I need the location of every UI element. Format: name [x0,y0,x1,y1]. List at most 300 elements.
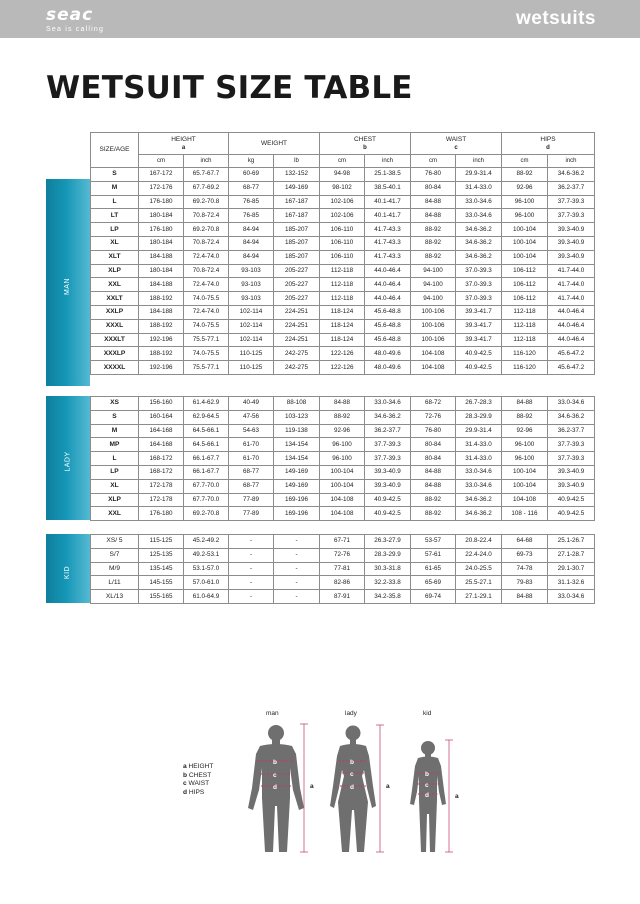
value-cell: 100-104 [502,465,548,479]
value-cell: 34.6-36.2 [548,168,595,182]
value-cell: 84-88 [411,195,456,209]
value-cell: 29.9-31.4 [456,168,502,182]
value-cell: 40.9-42.5 [456,361,502,375]
value-cell: 134-154 [274,438,320,452]
value-cell: 28.3-29.9 [365,548,411,562]
value-cell: 84-88 [411,479,456,493]
table-row [91,361,595,375]
size-cell: XL/13 [91,590,139,604]
table-row [91,305,595,319]
value-cell: 53.1-57.0 [184,562,229,576]
value-cell: 118-124 [320,319,365,333]
unit-header: inch [548,155,595,168]
value-cell: 48.0-49.6 [365,347,411,361]
table-row [91,397,595,411]
value-cell: 41.7-44.0 [548,278,595,292]
legend-item-waist: c WAIST [183,780,210,787]
value-cell: 37.0-39.3 [456,292,502,306]
value-cell: 88-92 [411,493,456,507]
value-cell: 36.2-37.7 [365,424,411,438]
value-cell: 112-118 [320,292,365,306]
value-cell: 112-118 [502,319,548,333]
value-cell: - [274,548,320,562]
value-cell: 100-106 [411,319,456,333]
value-cell: 84-94 [229,236,274,250]
value-cell: 33.0-34.6 [548,397,595,411]
value-cell: 110-125 [229,347,274,361]
value-cell: 100-104 [502,479,548,493]
value-cell: 80-84 [411,452,456,466]
value-cell: 61.4-62.9 [184,397,229,411]
value-cell: 180-184 [139,264,184,278]
value-cell: 224-251 [274,305,320,319]
kid-point-c: c [425,782,429,789]
size-cell: XXLP [91,305,139,319]
table-row [91,278,595,292]
value-cell: 60-69 [229,168,274,182]
value-cell: 185-207 [274,223,320,237]
unit-header: cm [411,155,456,168]
value-cell: 67.7-70.0 [184,479,229,493]
value-cell: 205-227 [274,278,320,292]
value-cell: 36.2-37.7 [548,424,595,438]
value-cell: 37.7-39.3 [365,452,411,466]
value-cell: 188-192 [139,319,184,333]
value-cell: 39.3-41.7 [456,305,502,319]
value-cell: 37.7-39.3 [548,209,595,223]
value-cell: 242-275 [274,361,320,375]
value-cell: 34.6-36.2 [548,410,595,424]
value-cell: 45.2-49.2 [184,535,229,549]
man-point-d: d [273,784,277,791]
value-cell: 39.3-41.7 [456,319,502,333]
value-cell: 31.4-33.0 [456,452,502,466]
size-table-man [90,132,595,375]
value-cell: 31.4-33.0 [456,181,502,195]
value-cell: 48.0-49.6 [365,361,411,375]
value-cell: 169-196 [274,493,320,507]
table-row [91,223,595,237]
value-cell: 188-192 [139,347,184,361]
value-cell: 106-110 [320,223,365,237]
value-cell: 69.2-70.8 [184,223,229,237]
value-cell: 96-100 [502,452,548,466]
size-cell: XLT [91,250,139,264]
value-cell: 33.0-34.6 [365,397,411,411]
value-cell: 37.7-39.3 [548,438,595,452]
value-cell: 53-57 [411,535,456,549]
header-bar [0,0,640,38]
value-cell: 122-126 [320,347,365,361]
legend-item-height: a HEIGHT [183,763,214,770]
value-cell: 108 - 116 [502,507,548,521]
value-cell: 33.0-34.6 [456,465,502,479]
table-row [91,535,595,549]
size-cell: L/11 [91,576,139,590]
value-cell: 224-251 [274,333,320,347]
value-cell: 72-76 [320,548,365,562]
size-cell: LP [91,223,139,237]
value-cell: 104-108 [320,507,365,521]
kid-point-d: d [425,792,429,799]
value-cell: 34.6-36.2 [456,493,502,507]
value-cell: 25.5-27.1 [456,576,502,590]
lady-point-d: d [350,784,354,791]
value-cell: 29.1-30.7 [548,562,595,576]
value-cell: 64.5-66.1 [184,438,229,452]
value-cell: 67.7-70.0 [184,493,229,507]
unit-header: cm [502,155,548,168]
value-cell: 39.3-40.9 [548,479,595,493]
figure-label-kid: kid [423,710,432,717]
kid-point-b: b [425,771,429,778]
value-cell: 40.9-42.5 [365,507,411,521]
value-cell: 168-172 [139,452,184,466]
size-cell: XL [91,236,139,250]
value-cell: 68-77 [229,479,274,493]
value-cell: 66.1-67.7 [184,452,229,466]
value-cell: 61-70 [229,452,274,466]
value-cell: 76-85 [229,209,274,223]
value-cell: 88-92 [411,223,456,237]
value-cell: 116-120 [502,361,548,375]
value-cell: 33.0-34.6 [548,590,595,604]
value-cell: 134-154 [274,452,320,466]
value-cell: 31.1-32.6 [548,576,595,590]
size-cell: XLP [91,264,139,278]
value-cell: 33.0-34.6 [456,209,502,223]
value-cell: 106-112 [502,278,548,292]
size-table-kid [90,534,595,604]
value-cell: 70.8-72.4 [184,236,229,250]
value-cell: 112-118 [320,264,365,278]
value-cell: 104-108 [411,347,456,361]
value-cell: 74-78 [502,562,548,576]
table-row [91,562,595,576]
section-label-lady: LADY [64,451,72,472]
value-cell: 180-184 [139,209,184,223]
table-row [91,493,595,507]
size-table-lady [90,396,595,521]
value-cell: 72-76 [411,410,456,424]
value-cell: 184-188 [139,278,184,292]
value-cell: 88-92 [411,250,456,264]
value-cell: 61.0-64.9 [184,590,229,604]
value-cell: 72.4-74.0 [184,250,229,264]
lady-point-c: c [350,771,354,778]
size-cell: M [91,181,139,195]
body-measurement-figures [196,706,466,856]
value-cell: 40.1-41.7 [365,195,411,209]
value-cell: 40-49 [229,397,274,411]
table-row [91,590,595,604]
value-cell: 34.6-36.2 [456,250,502,264]
value-cell: 192-196 [139,361,184,375]
value-cell: 168-172 [139,465,184,479]
table-row [91,264,595,278]
value-cell: 40.9-42.5 [548,493,595,507]
table-row [91,319,595,333]
size-cell: L [91,452,139,466]
value-cell: 156-160 [139,397,184,411]
size-cell: S/7 [91,548,139,562]
value-cell: 28.3-29.9 [456,410,502,424]
value-cell: 72.4-74.0 [184,305,229,319]
value-cell: 39.3-40.9 [365,465,411,479]
value-cell: 106-110 [320,236,365,250]
value-cell: 64.5-66.1 [184,424,229,438]
value-cell: 45.6-48.8 [365,305,411,319]
value-cell: - [229,548,274,562]
value-cell: 115-125 [139,535,184,549]
value-cell: - [229,590,274,604]
table-row [91,465,595,479]
hips-header: HIPS d [502,133,595,155]
size-cell: XXL [91,278,139,292]
value-cell: 172-176 [139,181,184,195]
value-cell: 76-85 [229,195,274,209]
value-cell: 41.7-43.3 [365,250,411,264]
height-header: HEIGHT a [139,133,229,155]
value-cell: 77-89 [229,493,274,507]
value-cell: 100-104 [502,236,548,250]
value-cell: 26.7-28.3 [456,397,502,411]
value-cell: 88-92 [502,168,548,182]
value-cell: 100-104 [320,465,365,479]
value-cell: 36.2-37.7 [548,181,595,195]
value-cell: 192-196 [139,333,184,347]
value-cell: 88-92 [320,410,365,424]
value-cell: 37.0-39.3 [456,278,502,292]
value-cell: 24.0-25.5 [456,562,502,576]
value-cell: 96-100 [502,438,548,452]
size-cell: MP [91,438,139,452]
value-cell: 54-63 [229,424,274,438]
table-row [91,347,595,361]
value-cell: 34.6-36.2 [365,410,411,424]
value-cell: 40.1-41.7 [365,209,411,223]
value-cell: 74.0-75.5 [184,319,229,333]
value-cell: 164-168 [139,438,184,452]
size-column-header: SIZE/AGE [91,133,139,168]
value-cell: 44.0-46.4 [548,333,595,347]
value-cell: 96-100 [320,452,365,466]
legend-item-chest: b CHEST [183,771,212,779]
value-cell: 93-103 [229,264,274,278]
unit-header: cm [139,155,184,168]
kid-point-a: a [455,793,459,800]
category-label: wetsuits [515,8,596,29]
value-cell: 27.1-28.7 [548,548,595,562]
table-row [91,209,595,223]
size-cell: S [91,168,139,182]
value-cell: 84-88 [320,397,365,411]
value-cell: 41.7-43.3 [365,223,411,237]
value-cell: 102-106 [320,209,365,223]
value-cell: 68-72 [411,397,456,411]
size-cell: L [91,195,139,209]
value-cell: 39.3-40.9 [365,479,411,493]
value-cell: - [229,576,274,590]
section-band-kid [46,534,90,603]
lady-point-a: a [386,783,390,790]
man-point-b: b [273,759,277,766]
value-cell: 88-92 [411,507,456,521]
value-cell: 61-65 [411,562,456,576]
value-cell: 116-120 [502,347,548,361]
brand-tagline: Sea is calling [46,26,105,33]
value-cell: 65.7-67.7 [184,168,229,182]
value-cell: 88-92 [411,236,456,250]
value-cell: 44.0-46.4 [365,264,411,278]
value-cell: 37.7-39.3 [365,438,411,452]
value-cell: 84-88 [411,209,456,223]
unit-header: kg [229,155,274,168]
value-cell: 39.3-40.9 [548,465,595,479]
value-cell: 67-71 [320,535,365,549]
section-band-man [46,179,90,386]
value-cell: 57.0-61.0 [184,576,229,590]
value-cell: 39.3-41.7 [456,333,502,347]
value-cell: 34.6-36.2 [456,236,502,250]
value-cell: 49.2-53.1 [184,548,229,562]
value-cell: 84-94 [229,223,274,237]
value-cell: 41.7-44.0 [548,264,595,278]
value-cell: 149-169 [274,465,320,479]
value-cell: 69-74 [411,590,456,604]
section-band-lady [46,396,90,520]
size-cell: S [91,410,139,424]
value-cell: 92-96 [502,424,548,438]
value-cell: 100-106 [411,333,456,347]
size-cell: XXXLT [91,333,139,347]
size-cell: XL [91,479,139,493]
value-cell: 104-108 [411,361,456,375]
value-cell: 176-180 [139,507,184,521]
brand-name: seac [46,5,94,25]
section-label-man: MAN [64,277,72,295]
unit-header: inch [184,155,229,168]
value-cell: 68-77 [229,181,274,195]
value-cell: 93-103 [229,278,274,292]
value-cell: 96-100 [502,195,548,209]
measurement-legend [183,763,213,797]
value-cell: 93-103 [229,292,274,306]
value-cell: 88-108 [274,397,320,411]
value-cell: 70.8-72.4 [184,264,229,278]
unit-header: inch [365,155,411,168]
value-cell: 61-70 [229,438,274,452]
value-cell: 31.4-33.0 [456,438,502,452]
value-cell: 84-88 [411,465,456,479]
value-cell: 39.3-40.9 [548,236,595,250]
table-row [91,507,595,521]
value-cell: 169-196 [274,507,320,521]
table-row [91,438,595,452]
table-row [91,452,595,466]
value-cell: 155-165 [139,590,184,604]
value-cell: 27.1-29.1 [456,590,502,604]
value-cell: 41.7-44.0 [548,292,595,306]
value-cell: 29.9-31.4 [456,424,502,438]
value-cell: 184-188 [139,305,184,319]
value-cell: 106-112 [502,264,548,278]
value-cell: 69.2-70.8 [184,507,229,521]
value-cell: 185-207 [274,236,320,250]
value-cell: 172-178 [139,493,184,507]
value-cell: 82-86 [320,576,365,590]
size-cell: XXXLP [91,347,139,361]
size-cell: XS/ 5 [91,535,139,549]
value-cell: - [274,590,320,604]
value-cell: - [274,535,320,549]
value-cell: 40.9-42.5 [548,507,595,521]
table-row [91,548,595,562]
table-row [91,168,595,182]
table-row [91,410,595,424]
value-cell: 37.7-39.3 [548,195,595,209]
value-cell: 74.0-75.5 [184,347,229,361]
value-cell: 20.8-22.4 [456,535,502,549]
table-row [91,292,595,306]
value-cell: 87-91 [320,590,365,604]
value-cell: - [274,576,320,590]
value-cell: 94-100 [411,292,456,306]
table-row [91,195,595,209]
size-cell: XLP [91,493,139,507]
value-cell: 242-275 [274,347,320,361]
value-cell: 149-169 [274,479,320,493]
value-cell: 75.5-77.1 [184,333,229,347]
value-cell: 167-172 [139,168,184,182]
value-cell: 64-68 [502,535,548,549]
value-cell: 45.6-48.8 [365,333,411,347]
value-cell: 45.6-47.2 [548,361,595,375]
value-cell: 34.6-36.2 [456,223,502,237]
value-cell: 26.3-27.9 [365,535,411,549]
value-cell: 45.6-48.8 [365,319,411,333]
value-cell: 41.7-43.3 [365,236,411,250]
size-cell: M/9 [91,562,139,576]
table-row [91,479,595,493]
value-cell: 122-126 [320,361,365,375]
value-cell: 39.3-40.9 [548,250,595,264]
value-cell: 44.0-46.4 [365,292,411,306]
figures-svg [196,706,466,856]
value-cell: 75.5-77.1 [184,361,229,375]
size-cell: M [91,424,139,438]
value-cell: 188-192 [139,292,184,306]
page-title: WETSUIT SIZE TABLE [46,70,413,106]
value-cell: 72.4-74.0 [184,278,229,292]
value-cell: 96-100 [320,438,365,452]
value-cell: 88-92 [502,410,548,424]
table-row [91,181,595,195]
value-cell: 92-96 [320,424,365,438]
value-cell: 44.0-46.4 [365,278,411,292]
value-cell: 74.0-75.5 [184,292,229,306]
value-cell: 172-178 [139,479,184,493]
value-cell: - [229,535,274,549]
value-cell: - [229,562,274,576]
value-cell: 102-114 [229,305,274,319]
table-row [91,333,595,347]
waist-header: WAIST c [411,133,502,155]
table-row [91,576,595,590]
man-point-a: a [310,783,314,790]
value-cell: 98-102 [320,181,365,195]
value-cell: 33.0-34.6 [456,195,502,209]
